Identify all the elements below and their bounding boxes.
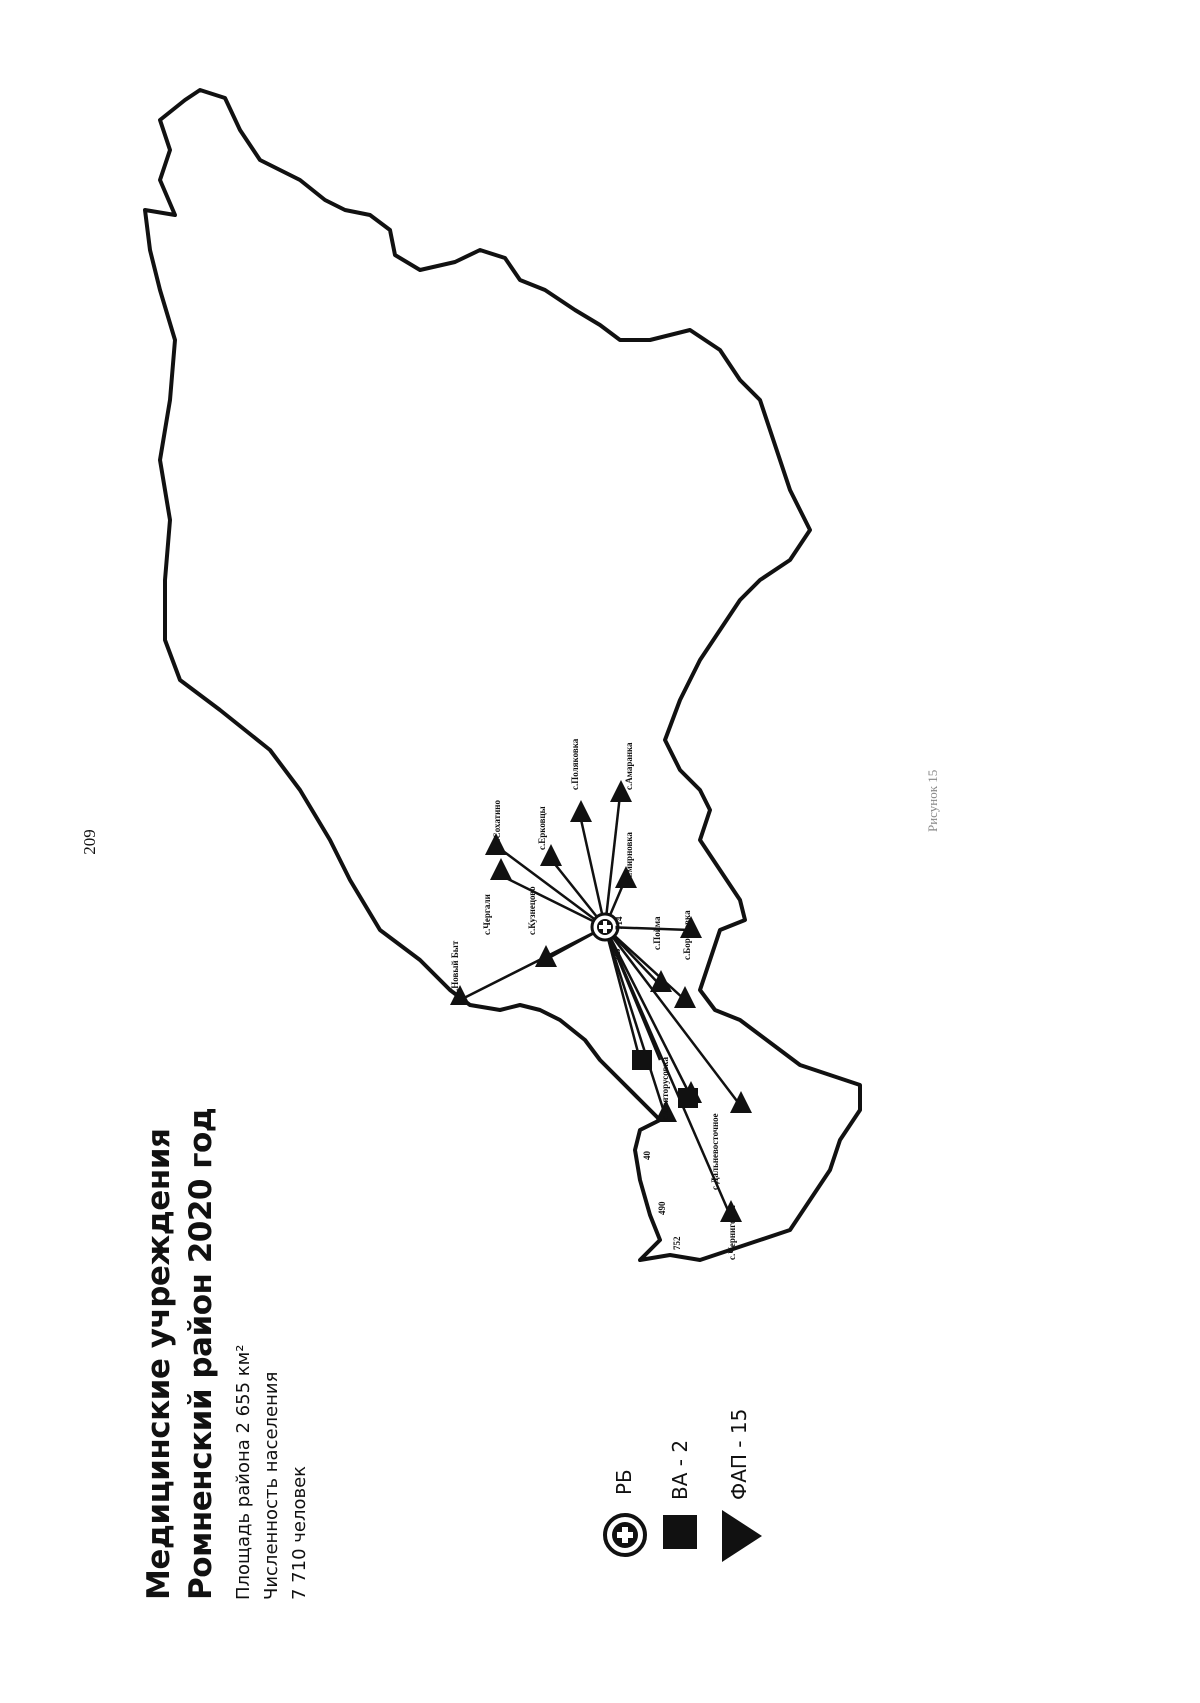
figure-caption: Рисунок 15 [925, 769, 940, 832]
population-label: Численность населения [261, 1371, 282, 1600]
settlement-label: с.Дальневосточное [710, 1113, 720, 1190]
legend-symbols [605, 1510, 762, 1562]
network-lines [460, 795, 740, 1215]
legend-fap-label: ФАП - 15 [727, 1408, 751, 1500]
fap-triangle-icon [570, 800, 592, 822]
hub-label: 714 [614, 916, 624, 930]
fap-triangle-icon [490, 858, 512, 880]
edge-label: 752 [672, 1236, 682, 1250]
settlement-label: с.Смирновка [624, 832, 634, 885]
title-block [138, 960, 314, 1600]
edge-label: 490 [657, 1201, 667, 1215]
legend-va [668, 1440, 692, 1500]
population-value: 7 710 человек [289, 1465, 310, 1600]
map-title-line2: Ромненский район 2020 год [183, 1107, 219, 1600]
page-number: 209 [80, 829, 99, 855]
settlement-label: с.Черниговка [727, 1205, 737, 1260]
fap-triangle-icon [650, 970, 672, 992]
settlement-label: с.Чергали [482, 894, 492, 935]
settlement-label: с.Ерковцы [537, 806, 547, 850]
settlement-label: с.Кузнецово [527, 886, 537, 935]
triangle-icon [722, 1510, 762, 1562]
fap-triangle-icon [674, 986, 696, 1008]
legend-rb [612, 1469, 636, 1495]
settlement-label: с.Борисовка [682, 910, 692, 960]
square-icon [663, 1515, 697, 1549]
hub-code: РБ [612, 948, 622, 960]
legend-fap [727, 1409, 751, 1500]
settlement-label: с.Святорусовка [660, 1057, 670, 1120]
area-info: Площадь района 2 655 км² [233, 1344, 254, 1600]
settlement-label: с.Пойма [652, 916, 662, 950]
edge-label: 40 [642, 1151, 652, 1160]
va-square-icon [678, 1088, 698, 1108]
settlement-label: с.Сохатино [492, 800, 502, 845]
legend-va-label: ВА - 2 [668, 1439, 692, 1500]
map-title-line1: Медицинские учреждения [141, 1128, 177, 1600]
settlement-label: с.Новый Быт [450, 940, 460, 995]
va-square-icon [632, 1050, 652, 1070]
settlement-label: с.Поляковка [570, 738, 580, 790]
settlement-label: с.Амаранка [624, 742, 634, 790]
legend-rb-label: РБ [612, 1469, 636, 1495]
